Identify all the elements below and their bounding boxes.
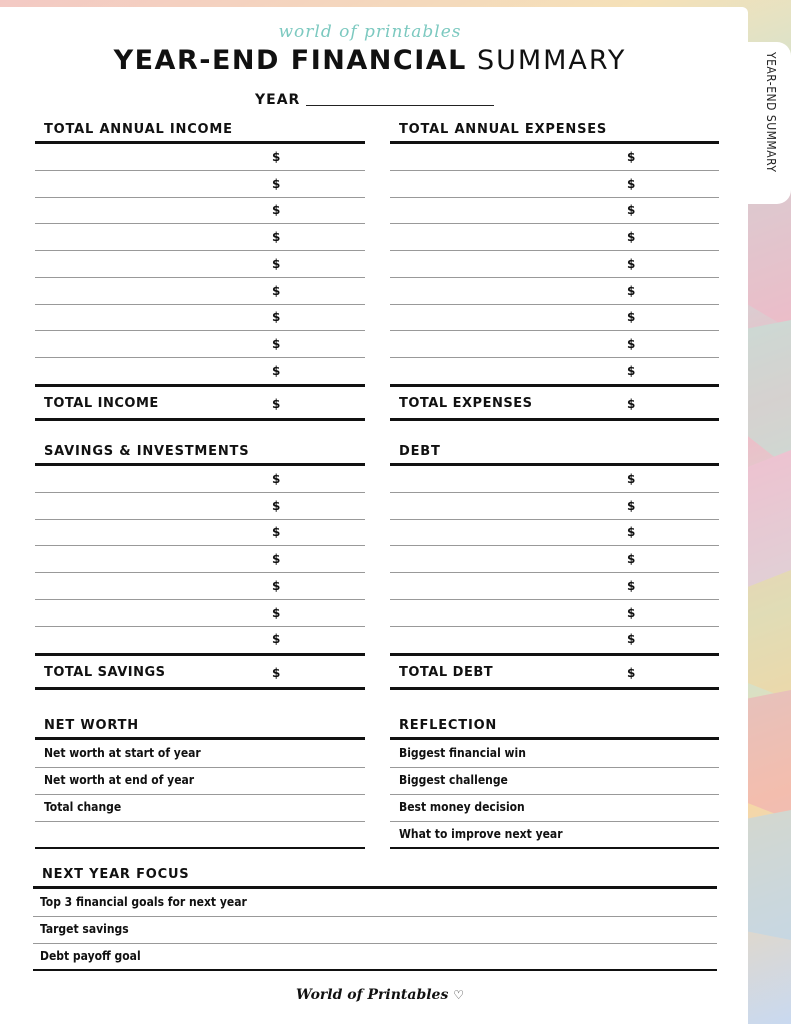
expenses-total-rule-bottom [390,418,719,421]
income-row[interactable] [35,278,365,305]
net_worth-row[interactable] [35,740,365,768]
savings-row[interactable] [35,493,365,520]
income-row[interactable] [35,197,365,224]
savings-row[interactable] [35,546,365,573]
expenses-row[interactable] [390,224,719,251]
income-row[interactable] [35,358,365,384]
net_worth-row[interactable] [35,794,365,822]
currency-symbol: $ [627,256,636,271]
expenses-row[interactable] [390,197,719,224]
reflection-row[interactable] [390,821,719,849]
currency-symbol: $ [272,230,281,245]
currency-symbol: $ [272,176,281,191]
currency-symbol: $ [272,150,281,164]
income-row[interactable] [35,251,365,278]
total-currency-symbol: $ [627,665,636,680]
side-tab-label: YEAR-END SUMMARY [764,52,778,173]
currency-symbol: $ [627,605,636,620]
currency-symbol: $ [627,578,636,593]
currency-symbol: $ [627,363,636,378]
reflection-section [390,715,719,855]
expenses-row[interactable] [390,144,719,171]
expenses-row[interactable] [390,171,719,198]
expenses-total-label: TOTAL EXPENSES [399,396,533,412]
currency-symbol: $ [272,363,281,378]
debt-total-rule-bottom [390,687,719,690]
income-row[interactable] [35,224,365,251]
currency-symbol: $ [627,203,636,218]
currency-symbol: $ [627,150,636,164]
reflection-row[interactable] [390,767,719,795]
net_worth-row[interactable] [35,767,365,795]
savings-row[interactable] [35,466,365,493]
page-title [0,45,740,76]
reflection-row-label: What to improve next year [399,827,563,841]
debt-row[interactable] [390,519,719,546]
net_worth-row-label: Total change [44,800,122,814]
expenses-total-rule-top [390,384,719,387]
currency-symbol: $ [627,230,636,245]
debt-row[interactable] [390,600,719,627]
currency-symbol: $ [627,336,636,351]
savings-total-label: TOTAL SAVINGS [44,664,166,680]
expenses-row[interactable] [390,331,719,358]
net_worth-row-label: Net worth at end of year [44,773,195,787]
income-total-label: TOTAL INCOME [44,396,159,412]
debt-heading: DEBT [399,444,441,459]
currency-symbol: $ [272,632,281,647]
expenses-row[interactable] [390,358,719,384]
currency-symbol: $ [272,472,281,486]
title-light: SUMMARY [476,45,627,76]
net-worth-section [35,715,365,855]
savings-row[interactable] [35,626,365,652]
currency-symbol: $ [272,578,281,593]
savings-row[interactable] [35,600,365,627]
reflection-row[interactable] [390,794,719,822]
next-year-heading: NEXT YEAR FOCUS [42,867,190,882]
debt-row[interactable] [390,546,719,573]
expenses-row[interactable] [390,278,719,305]
currency-symbol: $ [627,310,636,325]
income-row[interactable] [35,331,365,358]
expenses-heading: TOTAL ANNUAL EXPENSES [399,122,608,137]
currency-symbol: $ [272,525,281,540]
currency-symbol: $ [627,632,636,647]
footer-brand [0,987,760,1003]
debt-row[interactable] [390,626,719,652]
net-worth-heading: NET WORTH [44,718,139,733]
next_year-row[interactable] [33,889,717,917]
brand-logo-script: world of printables [278,22,462,42]
reflection-bottom-rule [390,847,719,849]
next_year-row[interactable] [33,916,717,944]
currency-symbol: $ [627,472,636,486]
savings-row[interactable] [35,573,365,600]
currency-symbol: $ [272,605,281,620]
income-section [35,119,365,421]
currency-symbol: $ [627,552,636,567]
income-row[interactable] [35,171,365,198]
savings-heading: SAVINGS & INVESTMENTS [44,444,250,459]
savings-total-rule-top [35,653,365,656]
next_year-row-label: Top 3 financial goals for next year [40,895,247,909]
currency-symbol: $ [272,256,281,271]
income-total-rule-top [35,384,365,387]
currency-symbol: $ [627,176,636,191]
currency-symbol: $ [272,283,281,298]
debt-total-rule-top [390,653,719,656]
savings-row[interactable] [35,519,365,546]
footer-brand-text: World of Printables [296,987,449,1003]
year-label: YEAR [255,92,301,108]
net_worth-row[interactable] [35,821,365,849]
income-heading: TOTAL ANNUAL INCOME [44,122,233,137]
total-currency-symbol: $ [627,397,636,412]
reflection-row-label: Best money decision [399,800,525,814]
expenses-section [390,119,719,421]
next_year-row-label: Target savings [40,922,129,936]
expenses-row[interactable] [390,304,719,331]
title-bold: YEAR-END FINANCIAL [113,45,467,76]
next_year-bottom-rule [33,969,717,971]
debt-section [390,441,719,699]
reflection-heading: REFLECTION [399,718,498,733]
heart-icon: ♡ [453,988,464,1002]
currency-symbol: $ [272,310,281,325]
currency-symbol: $ [272,336,281,351]
reflection-row-label: Biggest financial win [399,746,526,760]
year-field[interactable] [306,105,494,106]
next-year-section [33,864,717,974]
currency-symbol: $ [272,203,281,218]
debt-total-label: TOTAL DEBT [399,664,494,680]
savings-section [35,441,365,699]
next_year-row[interactable] [33,943,717,971]
currency-symbol: $ [272,552,281,567]
net_worth-bottom-rule [35,847,365,849]
reflection-row-label: Biggest challenge [399,773,508,787]
currency-symbol: $ [627,498,636,513]
debt-row[interactable] [390,493,719,520]
next_year-row-label: Debt payoff goal [40,949,141,963]
savings-total-rule-bottom [35,687,365,690]
income-total-rule-bottom [35,418,365,421]
expenses-row[interactable] [390,251,719,278]
net_worth-row-label: Net worth at start of year [44,746,201,760]
total-currency-symbol: $ [272,665,281,680]
currency-symbol: $ [272,498,281,513]
debt-row[interactable] [390,573,719,600]
total-currency-symbol: $ [272,397,281,412]
reflection-row[interactable] [390,740,719,768]
debt-row[interactable] [390,466,719,493]
currency-symbol: $ [627,283,636,298]
income-row[interactable] [35,144,365,171]
income-row[interactable] [35,304,365,331]
currency-symbol: $ [627,525,636,540]
